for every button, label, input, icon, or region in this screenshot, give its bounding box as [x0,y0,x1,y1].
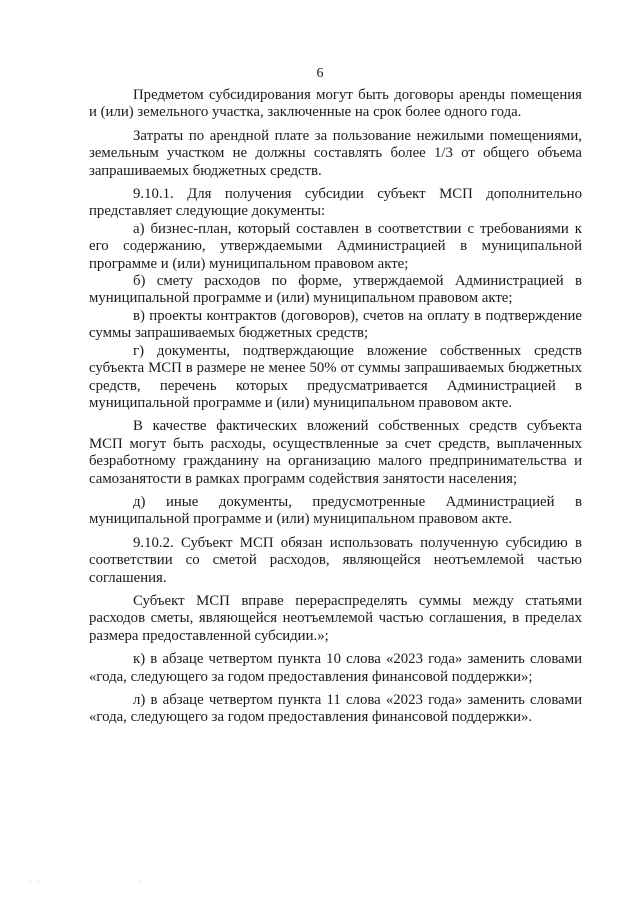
list-item-a: а) бизнес-план, который составлен в соответствии с требованиями к его содержанию, утверждаемыми Администрацией в муниципальной программе и (или) муниципальном правовом акте; [89,220,582,272]
paragraph-9-10-2: 9.10.2. Субъект МСП обязан использовать полученную субсидию в соответствии со сметой расходов, являющейся неотъемлемой частью соглашения. [89,534,582,586]
page-number: 6 [316,66,324,81]
paragraph-9-10-1: 9.10.1. Для получения субсидии субъект МСП дополнительно представляет следующие документы: [89,186,582,220]
scan-artifact: . . . [30,876,143,884]
document-body [89,87,582,733]
paragraph-rent-costs: Затраты по арендной плате за пользование нежилыми помещениями, земельным участком не должны составлять более 1/3 от общего объема запрашиваемых бюджетных средств. [89,127,582,179]
paragraph-own-funds: В качестве фактических вложений собственных средств субъекта МСП могут быть расходы, осуществленные за счет средств, выплаченных безработному гражданину на организацию малого предпринимательства и самозанятости в рамках программ содействия занятости населения; [89,418,582,487]
list-item-b: б) смету расходов по форме, утверждаемой Администрацией в муниципальной программе и (или) муниципальном правовом акте; [89,273,582,307]
list-item-v: в) проекты контрактов (договоров), счетов на оплату в подтверждение суммы запрашиваемых бюджетных средств; [89,307,582,342]
amendment-item-k: к) в абзаце четвертом пункта 10 слова «2023 года» заменить словами «года, следующего за годом предоставления финансовой поддержки»; [89,651,582,685]
amendment-item-l: л) в абзаце четвертом пункта 11 слова «2023 года» заменить словами «года, следующего за годом предоставления финансовой поддержки». [89,692,582,726]
list-item-d: д) иные документы, предусмотренные Администрацией в муниципальной программе и (или) муниципальном правовом акте. [89,493,582,528]
paragraph-subsidy-subject: Предметом субсидирования могут быть договоры аренды помещения и (или) земельного участка, заключенные на срок более одного года. [89,87,582,121]
list-item-g: г) документы, подтверждающие вложение собственных средств субъекта МСП в размере не менее 50% от суммы запрашиваемых бюджетных средств, перечень которых предусматривается Администрацией в муниципальной программе и (или) муниципальном правовом акте. [89,342,582,411]
paragraph-redistribution: Субъект МСП вправе перераспределять суммы между статьями расходов сметы, являющейся неотъемлемой частью соглашения, в пределах размера предоставленной субсидии.»; [89,592,582,644]
